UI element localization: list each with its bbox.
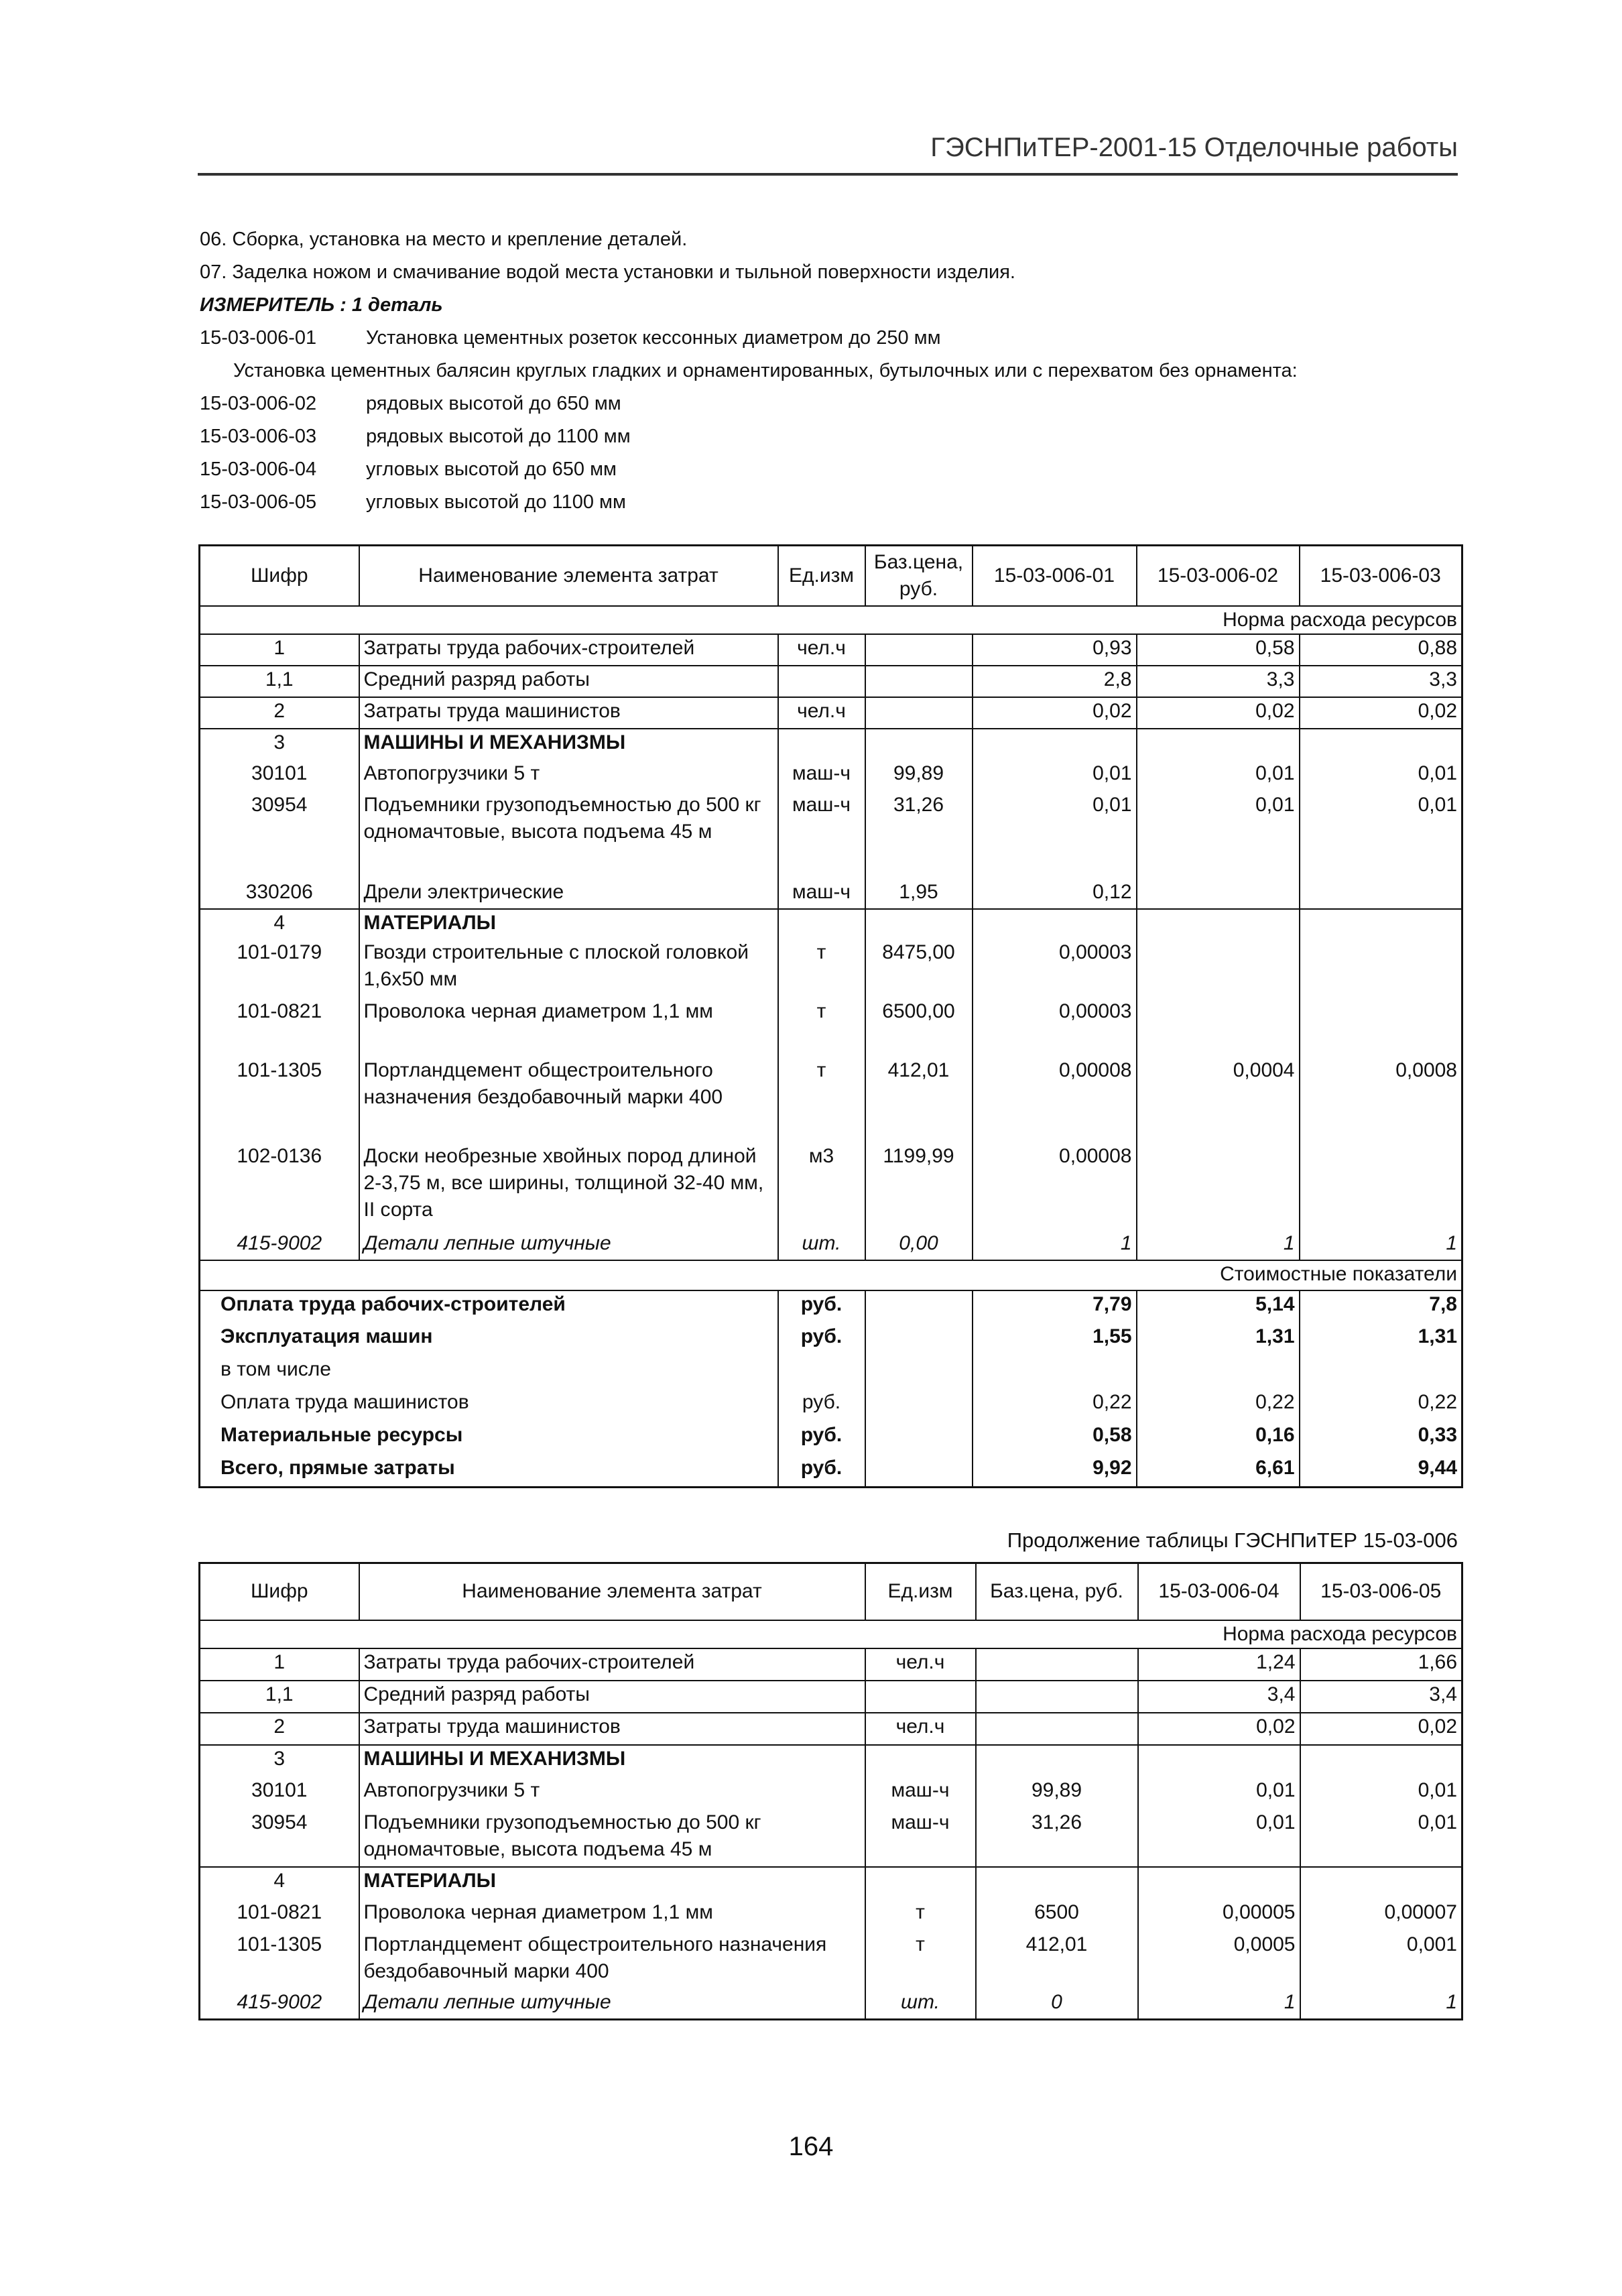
header-col-2: 15-03-006-02 <box>1137 546 1300 606</box>
row-value-2: 1 <box>1300 1989 1462 2020</box>
cost-row <box>200 1323 1462 1356</box>
row-unit: шт. <box>778 1230 865 1260</box>
row-code: 30954 <box>200 1809 359 1867</box>
row-code: 30101 <box>200 1777 359 1809</box>
row-name: Автопогрузчики 5 т <box>359 760 778 792</box>
row-name: Дрели электрические <box>359 879 778 909</box>
row-price <box>865 666 973 697</box>
row-value-2: 0,58 <box>1137 634 1300 666</box>
table-row <box>200 1989 1462 2020</box>
table-row <box>200 1899 1462 1931</box>
table-row <box>200 998 1462 1057</box>
row-value-3: 0,0008 <box>1300 1057 1462 1143</box>
row-code: 30954 <box>200 792 359 879</box>
row-name: Затраты труда рабочих-строителей <box>359 634 778 666</box>
header-col-2: 15-03-006-05 <box>1300 1563 1462 1620</box>
row-value-3: 1 <box>1300 1230 1462 1260</box>
row-name: Затраты труда машинистов <box>359 697 778 729</box>
row-code: 415-9002 <box>200 1230 359 1260</box>
row-value-1: 0,00003 <box>973 998 1137 1057</box>
row-unit: м3 <box>778 1143 865 1230</box>
header-name: Наименование элемента затрат <box>359 546 778 606</box>
norm-label: Норма расхода ресурсов <box>200 606 1462 634</box>
row-name: Детали лепные штучные <box>359 1989 865 2020</box>
cost-value-3: 0,22 <box>1300 1389 1462 1422</box>
table-row <box>200 939 1462 998</box>
row-value-2: 0,01 <box>1137 760 1300 792</box>
cost-unit: руб. <box>778 1389 865 1422</box>
row-value-2: 3,3 <box>1137 666 1300 697</box>
row-code: 1 <box>200 634 359 666</box>
table-row <box>200 760 1462 792</box>
row-value-1: 2,8 <box>973 666 1137 697</box>
row-value-3 <box>1300 1143 1462 1230</box>
row-code: 101-0821 <box>200 1899 359 1931</box>
row-value-1: 0,0005 <box>1138 1931 1300 1989</box>
table-row <box>200 1809 1462 1867</box>
intro-block <box>200 223 1460 519</box>
row-value-2 <box>1137 879 1300 909</box>
cost-value-2: 0,22 <box>1137 1389 1300 1422</box>
cost-name: Материальные ресурсы <box>200 1422 778 1455</box>
row-unit: шт. <box>865 1989 976 2020</box>
row-name: Затраты труда машинистов <box>359 1713 865 1745</box>
cost-unit: руб. <box>778 1422 865 1455</box>
row-value-2: 0,01 <box>1137 792 1300 879</box>
row-price: 31,26 <box>865 792 973 879</box>
row-value-1: 0,00008 <box>973 1057 1137 1143</box>
table-row <box>200 1143 1462 1230</box>
row-name: Автопогрузчики 5 т <box>359 1777 865 1809</box>
row-code: 3 <box>200 1745 359 1777</box>
row-code: 330206 <box>200 879 359 909</box>
row-unit: маш-ч <box>778 792 865 879</box>
cost-value-2: 1,31 <box>1137 1323 1300 1356</box>
header-name: Наименование элемента затрат <box>359 1563 865 1620</box>
row-unit: маш-ч <box>778 760 865 792</box>
page-number: 164 <box>788 2132 834 2161</box>
meter-label: ИЗМЕРИТЕЛЬ : 1 деталь <box>200 294 443 316</box>
row-code: 1,1 <box>200 1681 359 1713</box>
operation-06: 06. Сборка, установка на место и крепление деталей. <box>200 229 688 250</box>
row-price: 31,26 <box>976 1809 1138 1867</box>
row-code: 1 <box>200 1648 359 1681</box>
row-value-2 <box>1137 939 1300 998</box>
row-value-2: 0,02 <box>1300 1713 1462 1745</box>
item-code: 15-03-006-05 <box>200 491 317 513</box>
item-line-2 <box>200 387 1460 420</box>
row-value-1: 0,01 <box>1138 1777 1300 1809</box>
row-code: 3 <box>200 729 359 760</box>
row-name: МАТЕРИАЛЫ <box>359 1867 865 1899</box>
row-value-1: 1,24 <box>1138 1648 1300 1681</box>
row-value-2: 1 <box>1137 1230 1300 1260</box>
row-unit: чел.ч <box>778 634 865 666</box>
row-unit: чел.ч <box>865 1713 976 1745</box>
table-row <box>200 1230 1462 1260</box>
row-code: 101-1305 <box>200 1057 359 1143</box>
row-unit: т <box>778 1057 865 1143</box>
row-price <box>865 697 973 729</box>
cost-row <box>200 1356 1462 1389</box>
row-unit <box>865 1681 976 1713</box>
row-price: 6500,00 <box>865 998 973 1057</box>
table-row <box>200 792 1462 879</box>
row-value-1: 0,00003 <box>973 939 1137 998</box>
row-unit: маш-ч <box>865 1777 976 1809</box>
group-description: Установка цементных балясин круглых гладких и орнаментированных, бутылочных или с перехватом без орнамента: <box>233 360 1298 381</box>
cost-value-1: 7,79 <box>973 1290 1137 1323</box>
row-unit: чел.ч <box>865 1648 976 1681</box>
cost-value-3: 9,44 <box>1300 1455 1462 1488</box>
row-name: МАШИНЫ И МЕХАНИЗМЫ <box>359 1745 865 1777</box>
row-name: Средний разряд работы <box>359 1681 865 1713</box>
row-value-3: 0,01 <box>1300 792 1462 879</box>
cost-value-1: 1,55 <box>973 1323 1137 1356</box>
cost-row <box>200 1389 1462 1422</box>
item-text: угловых высотой до 650 мм <box>366 459 617 480</box>
row-name: Проволока черная диаметром 1,1 мм <box>359 998 778 1057</box>
row-price: 6500 <box>976 1899 1138 1931</box>
row-code: 2 <box>200 697 359 729</box>
row-unit: маш-ч <box>865 1809 976 1867</box>
row-price <box>865 634 973 666</box>
row-unit: маш-ч <box>778 879 865 909</box>
table-row <box>200 1713 1462 1745</box>
page-header-title: ГЭСНПиТЕР-2001-15 Отделочные работы <box>930 133 1458 162</box>
row-code: 1,1 <box>200 666 359 697</box>
norm-label: Норма расхода ресурсов <box>200 1620 1462 1648</box>
row-unit: т <box>778 939 865 998</box>
cost-name: Оплата труда машинистов <box>200 1389 778 1422</box>
row-price <box>976 1681 1138 1713</box>
cost-value-2: 6,61 <box>1137 1455 1300 1488</box>
row-code: 101-0821 <box>200 998 359 1057</box>
cost-value-2: 5,14 <box>1137 1290 1300 1323</box>
row-value-2: 0,001 <box>1300 1931 1462 1989</box>
row-value-2: 0,00007 <box>1300 1899 1462 1931</box>
row-value-1: 0,93 <box>973 634 1137 666</box>
cost-unit: руб. <box>778 1290 865 1323</box>
row-name: Подъемники грузоподъемностью до 500 кг одномачтовые, высота подъема 45 м <box>359 1809 865 1867</box>
norm-label-row <box>200 1620 1462 1648</box>
row-price <box>976 1648 1138 1681</box>
row-value-2: 1,66 <box>1300 1648 1462 1681</box>
table-row <box>200 1777 1462 1809</box>
section-row-materials <box>200 909 1462 939</box>
continuation-caption: Продолжение таблицы ГЭСНПиТЕР 15-03-006 <box>1007 1528 1458 1552</box>
row-price: 0 <box>976 1989 1138 2020</box>
row-value-2 <box>1137 1143 1300 1230</box>
cost-name: Оплата труда рабочих-строителей <box>200 1290 778 1323</box>
row-value-1: 0,12 <box>973 879 1137 909</box>
cost-value-1: 0,58 <box>973 1422 1137 1455</box>
operation-07: 07. Заделка ножом и смачивание водой места установки и тыльной поверхности изделия. <box>200 261 1015 283</box>
cost-value-1: 9,92 <box>973 1455 1137 1488</box>
row-price: 1,95 <box>865 879 973 909</box>
row-value-2: 0,0004 <box>1137 1057 1300 1143</box>
row-name: Проволока черная диаметром 1,1 мм <box>359 1899 865 1931</box>
item-text: рядовых высотой до 1100 мм <box>366 426 631 447</box>
row-code: 4 <box>200 909 359 939</box>
item-line-3 <box>200 420 1460 453</box>
row-value-1: 0,00005 <box>1138 1899 1300 1931</box>
row-value-1: 0,00008 <box>973 1143 1137 1230</box>
header-price: Баз.цена, руб. <box>976 1563 1138 1620</box>
row-name: Средний разряд работы <box>359 666 778 697</box>
cost-value-3: 7,8 <box>1300 1290 1462 1323</box>
row-value-1: 0,01 <box>973 760 1137 792</box>
row-value-1: 0,01 <box>1138 1809 1300 1867</box>
row-value-2: 0,02 <box>1137 697 1300 729</box>
row-name: Портландцемент общестроительного назначения бездобавочный марки 400 <box>359 1057 778 1143</box>
row-code: 101-1305 <box>200 1931 359 1989</box>
row-name: Детали лепные штучные <box>359 1230 778 1260</box>
row-code: 101-0179 <box>200 939 359 998</box>
cost-value-3: 1,31 <box>1300 1323 1462 1356</box>
item-text: Установка цементных розеток кессонных диаметром до 250 мм <box>366 327 941 349</box>
table-row <box>200 634 1462 666</box>
row-value-1: 1 <box>1138 1989 1300 2020</box>
cost-row <box>200 1290 1462 1323</box>
header-unit: Ед.изм <box>778 546 865 606</box>
item-code: 15-03-006-01 <box>200 327 317 349</box>
row-value-3: 0,88 <box>1300 634 1462 666</box>
row-unit: т <box>865 1899 976 1931</box>
header-col-1: 15-03-006-04 <box>1138 1563 1300 1620</box>
cost-value-1: 0,22 <box>973 1389 1137 1422</box>
row-value-2: 0,01 <box>1300 1777 1462 1809</box>
row-value-3 <box>1300 998 1462 1057</box>
table-header-row <box>200 1563 1462 1620</box>
item-code: 15-03-006-03 <box>200 426 317 447</box>
table-row <box>200 879 1462 909</box>
cost-name: Эксплуатация машин <box>200 1323 778 1356</box>
row-name: Гвозди строительные с плоской головкой 1,6x50 мм <box>359 939 778 998</box>
item-line-4 <box>200 453 1460 486</box>
header-col-3: 15-03-006-03 <box>1300 546 1462 606</box>
table-row <box>200 1648 1462 1681</box>
row-code: 30101 <box>200 760 359 792</box>
row-value-3 <box>1300 879 1462 909</box>
cost-value-3: 0,33 <box>1300 1422 1462 1455</box>
row-price: 99,89 <box>865 760 973 792</box>
row-value-1: 3,4 <box>1138 1681 1300 1713</box>
row-price: 8475,00 <box>865 939 973 998</box>
row-value-3: 3,3 <box>1300 666 1462 697</box>
row-value-2: 3,4 <box>1300 1681 1462 1713</box>
row-unit: т <box>778 998 865 1057</box>
row-name: Портландцемент общестроительного назначения бездобавочный марки 400 <box>359 1931 865 1989</box>
row-value-2: 0,01 <box>1300 1809 1462 1867</box>
table-row <box>200 1931 1462 1989</box>
row-value-3 <box>1300 939 1462 998</box>
section-row-materials <box>200 1867 1462 1899</box>
row-value-1: 0,02 <box>1138 1713 1300 1745</box>
cost-label: Стоимостные показатели <box>200 1260 1462 1290</box>
row-code: 2 <box>200 1713 359 1745</box>
cost-unit: руб. <box>778 1323 865 1356</box>
row-unit: т <box>865 1931 976 1989</box>
item-text: рядовых высотой до 650 мм <box>366 393 621 414</box>
header-price: Баз.цена, руб. <box>865 546 973 606</box>
table-row <box>200 666 1462 697</box>
row-price: 1199,99 <box>865 1143 973 1230</box>
cost-row <box>200 1422 1462 1455</box>
row-code: 102-0136 <box>200 1143 359 1230</box>
row-name: Доски необрезные хвойных пород длиной 2-3,75 м, все ширины, толщиной 32-40 мм, II сорта <box>359 1143 778 1230</box>
row-code: 4 <box>200 1867 359 1899</box>
table-row <box>200 1681 1462 1713</box>
row-price: 412,01 <box>976 1931 1138 1989</box>
row-price: 412,01 <box>865 1057 973 1143</box>
row-name: Затраты труда рабочих-строителей <box>359 1648 865 1681</box>
cost-label-row <box>200 1260 1462 1290</box>
row-value-1: 1 <box>973 1230 1137 1260</box>
cost-value-2: 0,16 <box>1137 1422 1300 1455</box>
section-row-machines <box>200 1745 1462 1777</box>
row-value-1: 0,01 <box>973 792 1137 879</box>
resource-table-continuation <box>198 1562 1463 2020</box>
row-unit: чел.ч <box>778 697 865 729</box>
row-name: МАШИНЫ И МЕХАНИЗМЫ <box>359 729 778 760</box>
row-value-1: 0,02 <box>973 697 1137 729</box>
row-name: Подъемники грузоподъемностью до 500 кг одномачтовые, высота подъема 45 м <box>359 792 778 879</box>
cost-row <box>200 1455 1462 1488</box>
header-rule <box>198 173 1458 176</box>
norm-label-row <box>200 606 1462 634</box>
item-code: 15-03-006-04 <box>200 459 317 480</box>
header-code: Шифр <box>200 1563 359 1620</box>
row-value-3: 0,02 <box>1300 697 1462 729</box>
row-code: 415-9002 <box>200 1989 359 2020</box>
cost-name: Всего, прямые затраты <box>200 1455 778 1488</box>
item-text: угловых высотой до 1100 мм <box>366 491 626 513</box>
table-row <box>200 697 1462 729</box>
item-line-1 <box>200 322 1460 355</box>
row-name: МАТЕРИАЛЫ <box>359 909 778 939</box>
row-price: 99,89 <box>976 1777 1138 1809</box>
section-row-machines <box>200 729 1462 760</box>
header-col-1: 15-03-006-01 <box>973 546 1137 606</box>
cost-name: в том числе <box>200 1356 778 1389</box>
row-price: 0,00 <box>865 1230 973 1260</box>
row-price <box>976 1713 1138 1745</box>
cost-unit: руб. <box>778 1455 865 1488</box>
row-value-2 <box>1137 998 1300 1057</box>
resource-table-main <box>198 544 1463 1488</box>
table-header-row <box>200 546 1462 606</box>
header-code: Шифр <box>200 546 359 606</box>
table-row <box>200 1057 1462 1143</box>
row-value-3: 0,01 <box>1300 760 1462 792</box>
header-unit: Ед.изм <box>865 1563 976 1620</box>
row-unit <box>778 666 865 697</box>
item-code: 15-03-006-02 <box>200 393 317 414</box>
item-line-5 <box>200 486 1460 519</box>
